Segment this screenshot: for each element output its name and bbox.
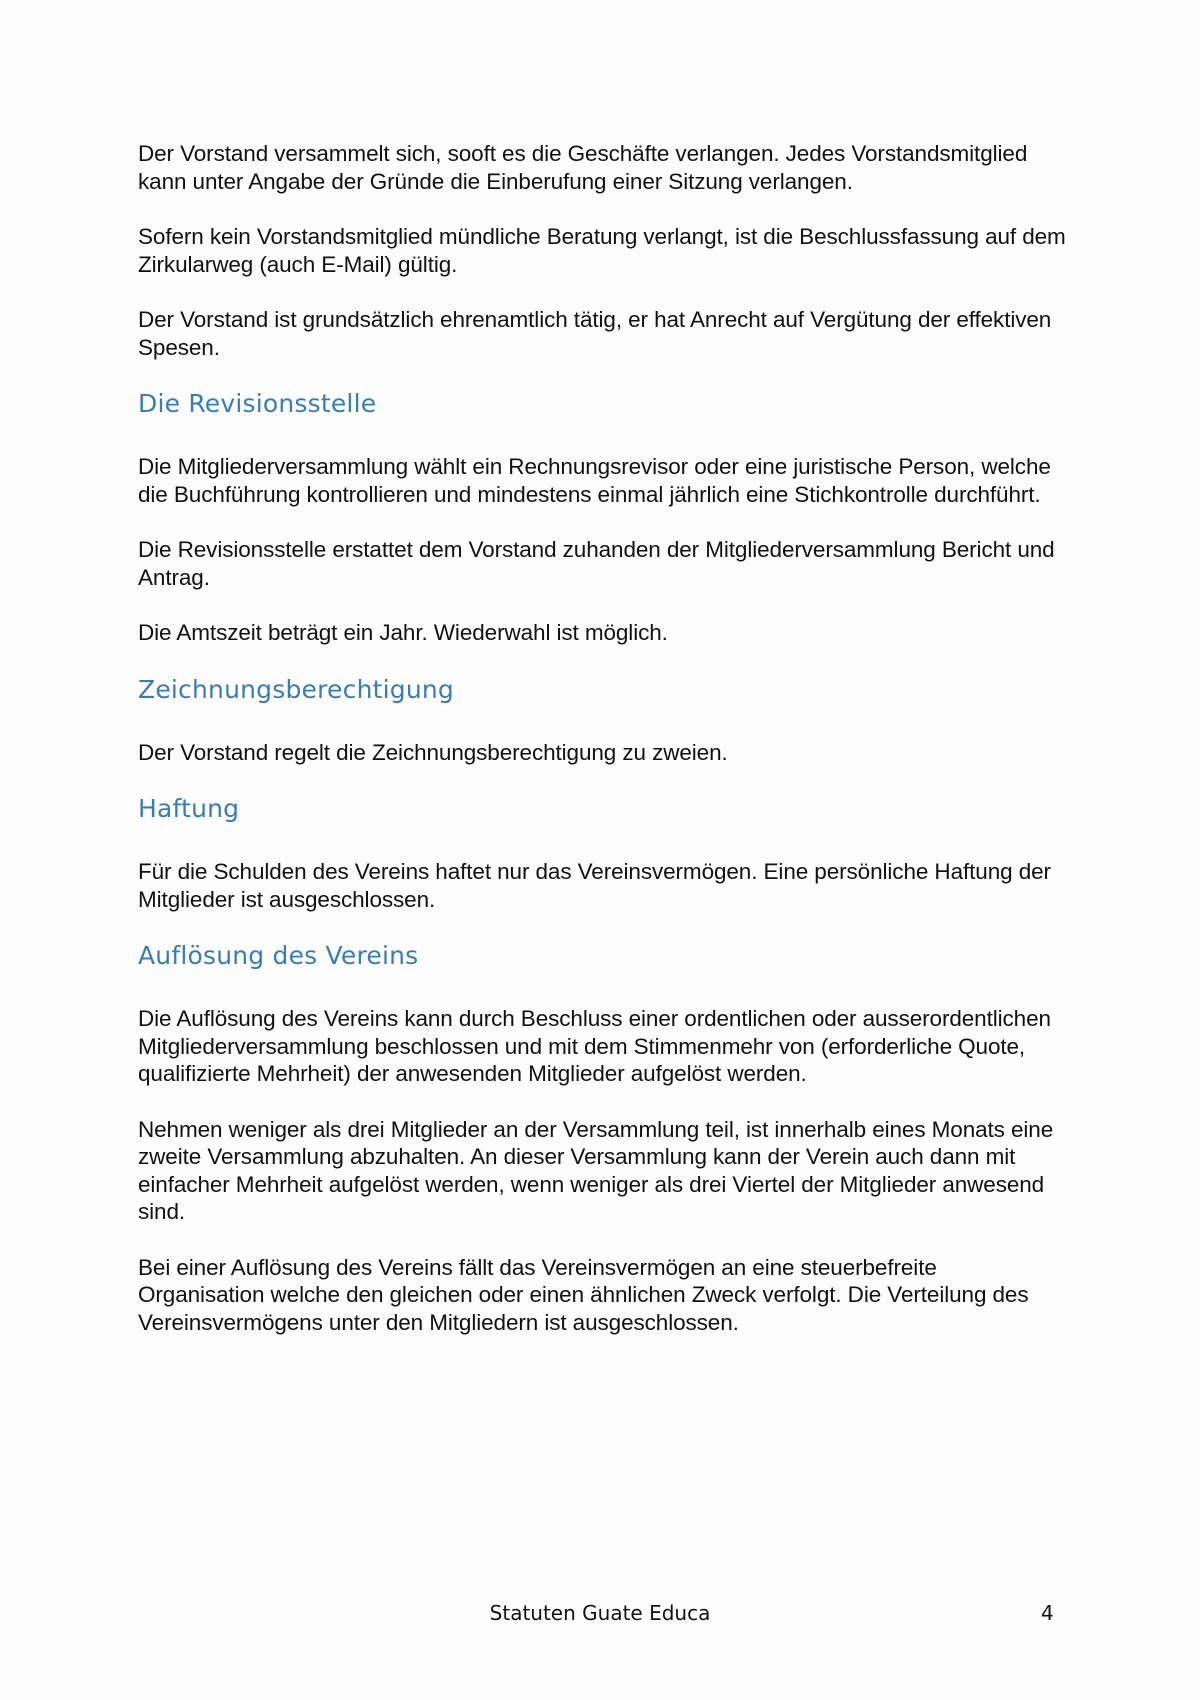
heading-revisionsstelle: Die Revisionsstelle [138,389,377,418]
paragraph-aufloesung-zweite-versammlung: Nehmen weniger als drei Mitglieder an der Versammlung teil, ist innerhalb eines Monats eine zweite Versammlung abzuhalten. An dieser Versammlung kann der Verein auch dann mit einfacher Mehrheit aufgelöst werden, wenn weniger als drei Viertel der Mitglieder anwesend sind. [138,1116,1054,1224]
paragraph-vorstand-versammlung: Der Vorstand versammelt sich, sooft es die Geschäfte verlangen. Jedes Vorstandsmitglied kann unter Angabe der Gründe die Einberufung einer Sitzung verlangen. [138,141,1028,194]
paragraph-revisor-wahl: Die Mitgliederversammlung wählt ein Rechnungsrevisor oder eine juristische Person, welche die Buchführung kontrollieren und mindestens einmal jährlich eine Stichkontrolle durchführt. [138,454,1051,507]
footer-page-number: 4 [1041,1601,1054,1625]
paragraph-amtszeit: Die Amtszeit beträgt ein Jahr. Wiederwahl ist möglich. [138,620,668,645]
paragraph-zirkularweg: Sofern kein Vorstandsmitglied mündliche Beratung verlangt, ist die Beschlussfassung auf dem Zirkularweg (auch E-Mail) gültig. [138,224,1066,277]
paragraph-zeichnung: Der Vorstand regelt die Zeichnungsberechtigung zu zweien. [138,739,728,765]
paragraph-aufloesung-beschluss: Die Auflösung des Vereins kann durch Beschluss einer ordentlichen oder ausserordentlichen Mitgliederversammlung beschlossen und mit dem Stimmenmehr von (erforderliche Quote, qualifizierte Mehrheit) der anwesenden Mitglieder aufgelöst werden. [138,1006,1051,1086]
paragraph-haftung: Für die Schulden des Vereins haftet nur das Vereinsvermögen. Eine persönliche Haftung der Mitglieder ist ausgeschlossen. [138,859,1051,912]
paragraph-ehrenamtlich: Der Vorstand ist grundsätzlich ehrenamtlich tätig, er hat Anrecht auf Vergütung der effektiven Spesen. [138,307,1052,360]
heading-haftung: Haftung [138,794,240,823]
heading-zeichnungsberechtigung: Zeichnungsberechtigung [138,674,454,704]
footer-title: Statuten Guate Educa [489,1601,711,1625]
paragraph-revisor-bericht: Die Revisionsstelle erstattet dem Vorstand zuhanden der Mitgliederversammlung Bericht und Antrag. [138,537,1055,590]
paragraph-aufloesung-vermoegen: Bei einer Auflösung des Vereins fällt das Vereinsvermögen an eine steuerbefreite Organisation welche den gleichen oder einen ähnlichen Zweck verfolgt. Die Verteilung des Vereinsvermögens unter den Mitgliedern ist ausgeschlossen. [138,1254,1029,1335]
heading-aufloesung: Auflösung des Vereins [138,941,419,970]
document-body [138,140,1068,1364]
